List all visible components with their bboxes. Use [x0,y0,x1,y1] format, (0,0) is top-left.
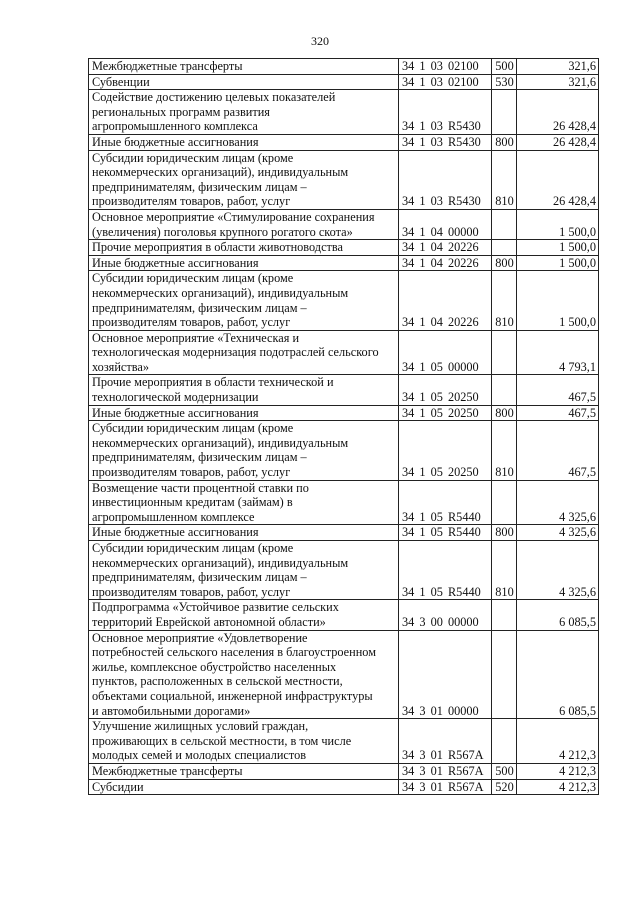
row-name-cell: Прочие мероприятия в области животноводства [89,240,399,256]
row-name-cell: Иные бюджетные ассигнования [89,255,399,271]
row-name-cell: Субсидии [89,779,399,795]
row-name-cell: Субсидии юридическим лицам (кроме некоммерческих организаций), индивидуальным предпринимателям, физическим лицам – производителям товаров, работ, услуг [89,271,399,330]
row-code-cell: 34 1 05 20250 [399,421,492,480]
table-row [89,541,599,600]
row-amount-cell: 4 325,6 [517,525,599,541]
row-code-cell: 34 1 04 20226 [399,255,492,271]
row-expense-type-cell [492,600,517,630]
row-amount-cell: 4 793,1 [517,330,599,375]
table-row [89,779,599,795]
row-amount-cell: 467,5 [517,405,599,421]
row-name-cell: Субсидии юридическим лицам (кроме некоммерческих организаций), индивидуальным предпринимателям, физическим лицам – производителям товаров, работ, услуг [89,421,399,480]
row-name-cell: Субвенции [89,74,399,90]
row-expense-type-cell [492,90,517,135]
table-row [89,600,599,630]
table-row [89,271,599,330]
row-expense-type-cell: 810 [492,271,517,330]
row-name-cell: Иные бюджетные ассигнования [89,405,399,421]
table-row [89,150,599,209]
row-expense-type-cell [492,719,517,764]
table-row [89,719,599,764]
row-expense-type-cell: 500 [492,59,517,75]
row-amount-cell: 1 500,0 [517,209,599,239]
row-amount-cell: 26 428,4 [517,150,599,209]
row-expense-type-cell: 530 [492,74,517,90]
row-amount-cell: 6 085,5 [517,630,599,719]
table-row [89,240,599,256]
table-row [89,630,599,719]
row-name-cell: Прочие мероприятия в области технической и технологической модернизации [89,375,399,405]
row-amount-cell: 4 212,3 [517,779,599,795]
row-expense-type-cell: 800 [492,134,517,150]
budget-table [88,58,599,795]
row-amount-cell: 1 500,0 [517,271,599,330]
table-row [89,74,599,90]
row-amount-cell: 4 212,3 [517,763,599,779]
row-expense-type-cell: 800 [492,525,517,541]
row-code-cell: 34 1 04 00000 [399,209,492,239]
row-amount-cell: 467,5 [517,421,599,480]
row-name-cell: Иные бюджетные ассигнования [89,134,399,150]
row-code-cell: 34 1 05 R5440 [399,541,492,600]
table-row [89,421,599,480]
row-expense-type-cell: 810 [492,541,517,600]
row-expense-type-cell: 810 [492,150,517,209]
row-amount-cell: 321,6 [517,59,599,75]
row-code-cell: 34 1 04 20226 [399,240,492,256]
row-amount-cell: 26 428,4 [517,134,599,150]
row-code-cell: 34 3 01 R567A [399,719,492,764]
budget-table-body [89,59,599,795]
table-row [89,330,599,375]
row-code-cell: 34 1 03 R5430 [399,150,492,209]
table-row [89,134,599,150]
row-amount-cell: 4 212,3 [517,719,599,764]
row-amount-cell: 1 500,0 [517,240,599,256]
row-expense-type-cell: 500 [492,763,517,779]
table-row [89,209,599,239]
row-expense-type-cell: 800 [492,255,517,271]
table-row [89,375,599,405]
row-name-cell: Возмещение части процентной ставки по инвестиционным кредитам (займам) в агропромышленном комплексе [89,480,399,525]
row-code-cell: 34 1 03 R5430 [399,134,492,150]
row-code-cell: 34 1 05 R5440 [399,480,492,525]
row-name-cell: Содействие достижению целевых показателей региональных программ развития агропромышленного комплекса [89,90,399,135]
row-expense-type-cell [492,240,517,256]
row-name-cell: Улучшение жилищных условий граждан, проживающих в сельской местности, в том числе молодых семей и молодых специалистов [89,719,399,764]
row-name-cell: Межбюджетные трансферты [89,59,399,75]
row-amount-cell: 6 085,5 [517,600,599,630]
row-name-cell: Подпрограмма «Устойчивое развитие сельских территорий Еврейской автономной области» [89,600,399,630]
row-code-cell: 34 3 01 00000 [399,630,492,719]
row-amount-cell: 1 500,0 [517,255,599,271]
row-expense-type-cell: 520 [492,779,517,795]
table-row [89,525,599,541]
row-amount-cell: 321,6 [517,74,599,90]
row-name-cell: Основное мероприятие «Удовлетворение потребностей сельского населения в благоустроенном жилье, комплексное обустройство населенных пунктов, расположенных в сельской местности, объектами социальной, инженерной инфраструктуры и автомобильными дорогами» [89,630,399,719]
row-expense-type-cell: 810 [492,421,517,480]
row-code-cell: 34 1 04 20226 [399,271,492,330]
row-name-cell: Субсидии юридическим лицам (кроме некоммерческих организаций), индивидуальным предпринимателям, физическим лицам – производителям товаров, работ, услуг [89,541,399,600]
row-code-cell: 34 1 05 20250 [399,375,492,405]
table-row [89,90,599,135]
row-name-cell: Основное мероприятие «Стимулирование сохранения (увеличения) поголовья крупного рогатого скота» [89,209,399,239]
row-name-cell: Межбюджетные трансферты [89,763,399,779]
table-row [89,255,599,271]
row-name-cell: Иные бюджетные ассигнования [89,525,399,541]
row-name-cell: Субсидии юридическим лицам (кроме некоммерческих организаций), индивидуальным предпринимателям, физическим лицам – производителям товаров, работ, услуг [89,150,399,209]
row-code-cell: 34 3 01 R567A [399,779,492,795]
table-row [89,59,599,75]
row-expense-type-cell [492,375,517,405]
row-code-cell: 34 1 03 02100 [399,74,492,90]
row-expense-type-cell: 800 [492,405,517,421]
row-code-cell: 34 1 05 00000 [399,330,492,375]
row-name-cell: Основное мероприятие «Техническая и технологическая модернизация подотраслей сельского хозяйства» [89,330,399,375]
row-code-cell: 34 3 01 R567A [399,763,492,779]
row-amount-cell: 467,5 [517,375,599,405]
row-amount-cell: 4 325,6 [517,541,599,600]
row-code-cell: 34 1 05 R5440 [399,525,492,541]
page-number: 320 [311,34,329,48]
row-code-cell: 34 1 03 02100 [399,59,492,75]
row-expense-type-cell [492,630,517,719]
table-row [89,763,599,779]
row-code-cell: 34 1 05 20250 [399,405,492,421]
row-amount-cell: 26 428,4 [517,90,599,135]
table-row [89,480,599,525]
row-expense-type-cell [492,209,517,239]
table-row [89,405,599,421]
row-expense-type-cell [492,480,517,525]
row-amount-cell: 4 325,6 [517,480,599,525]
row-expense-type-cell [492,330,517,375]
row-code-cell: 34 1 03 R5430 [399,90,492,135]
row-code-cell: 34 3 00 00000 [399,600,492,630]
